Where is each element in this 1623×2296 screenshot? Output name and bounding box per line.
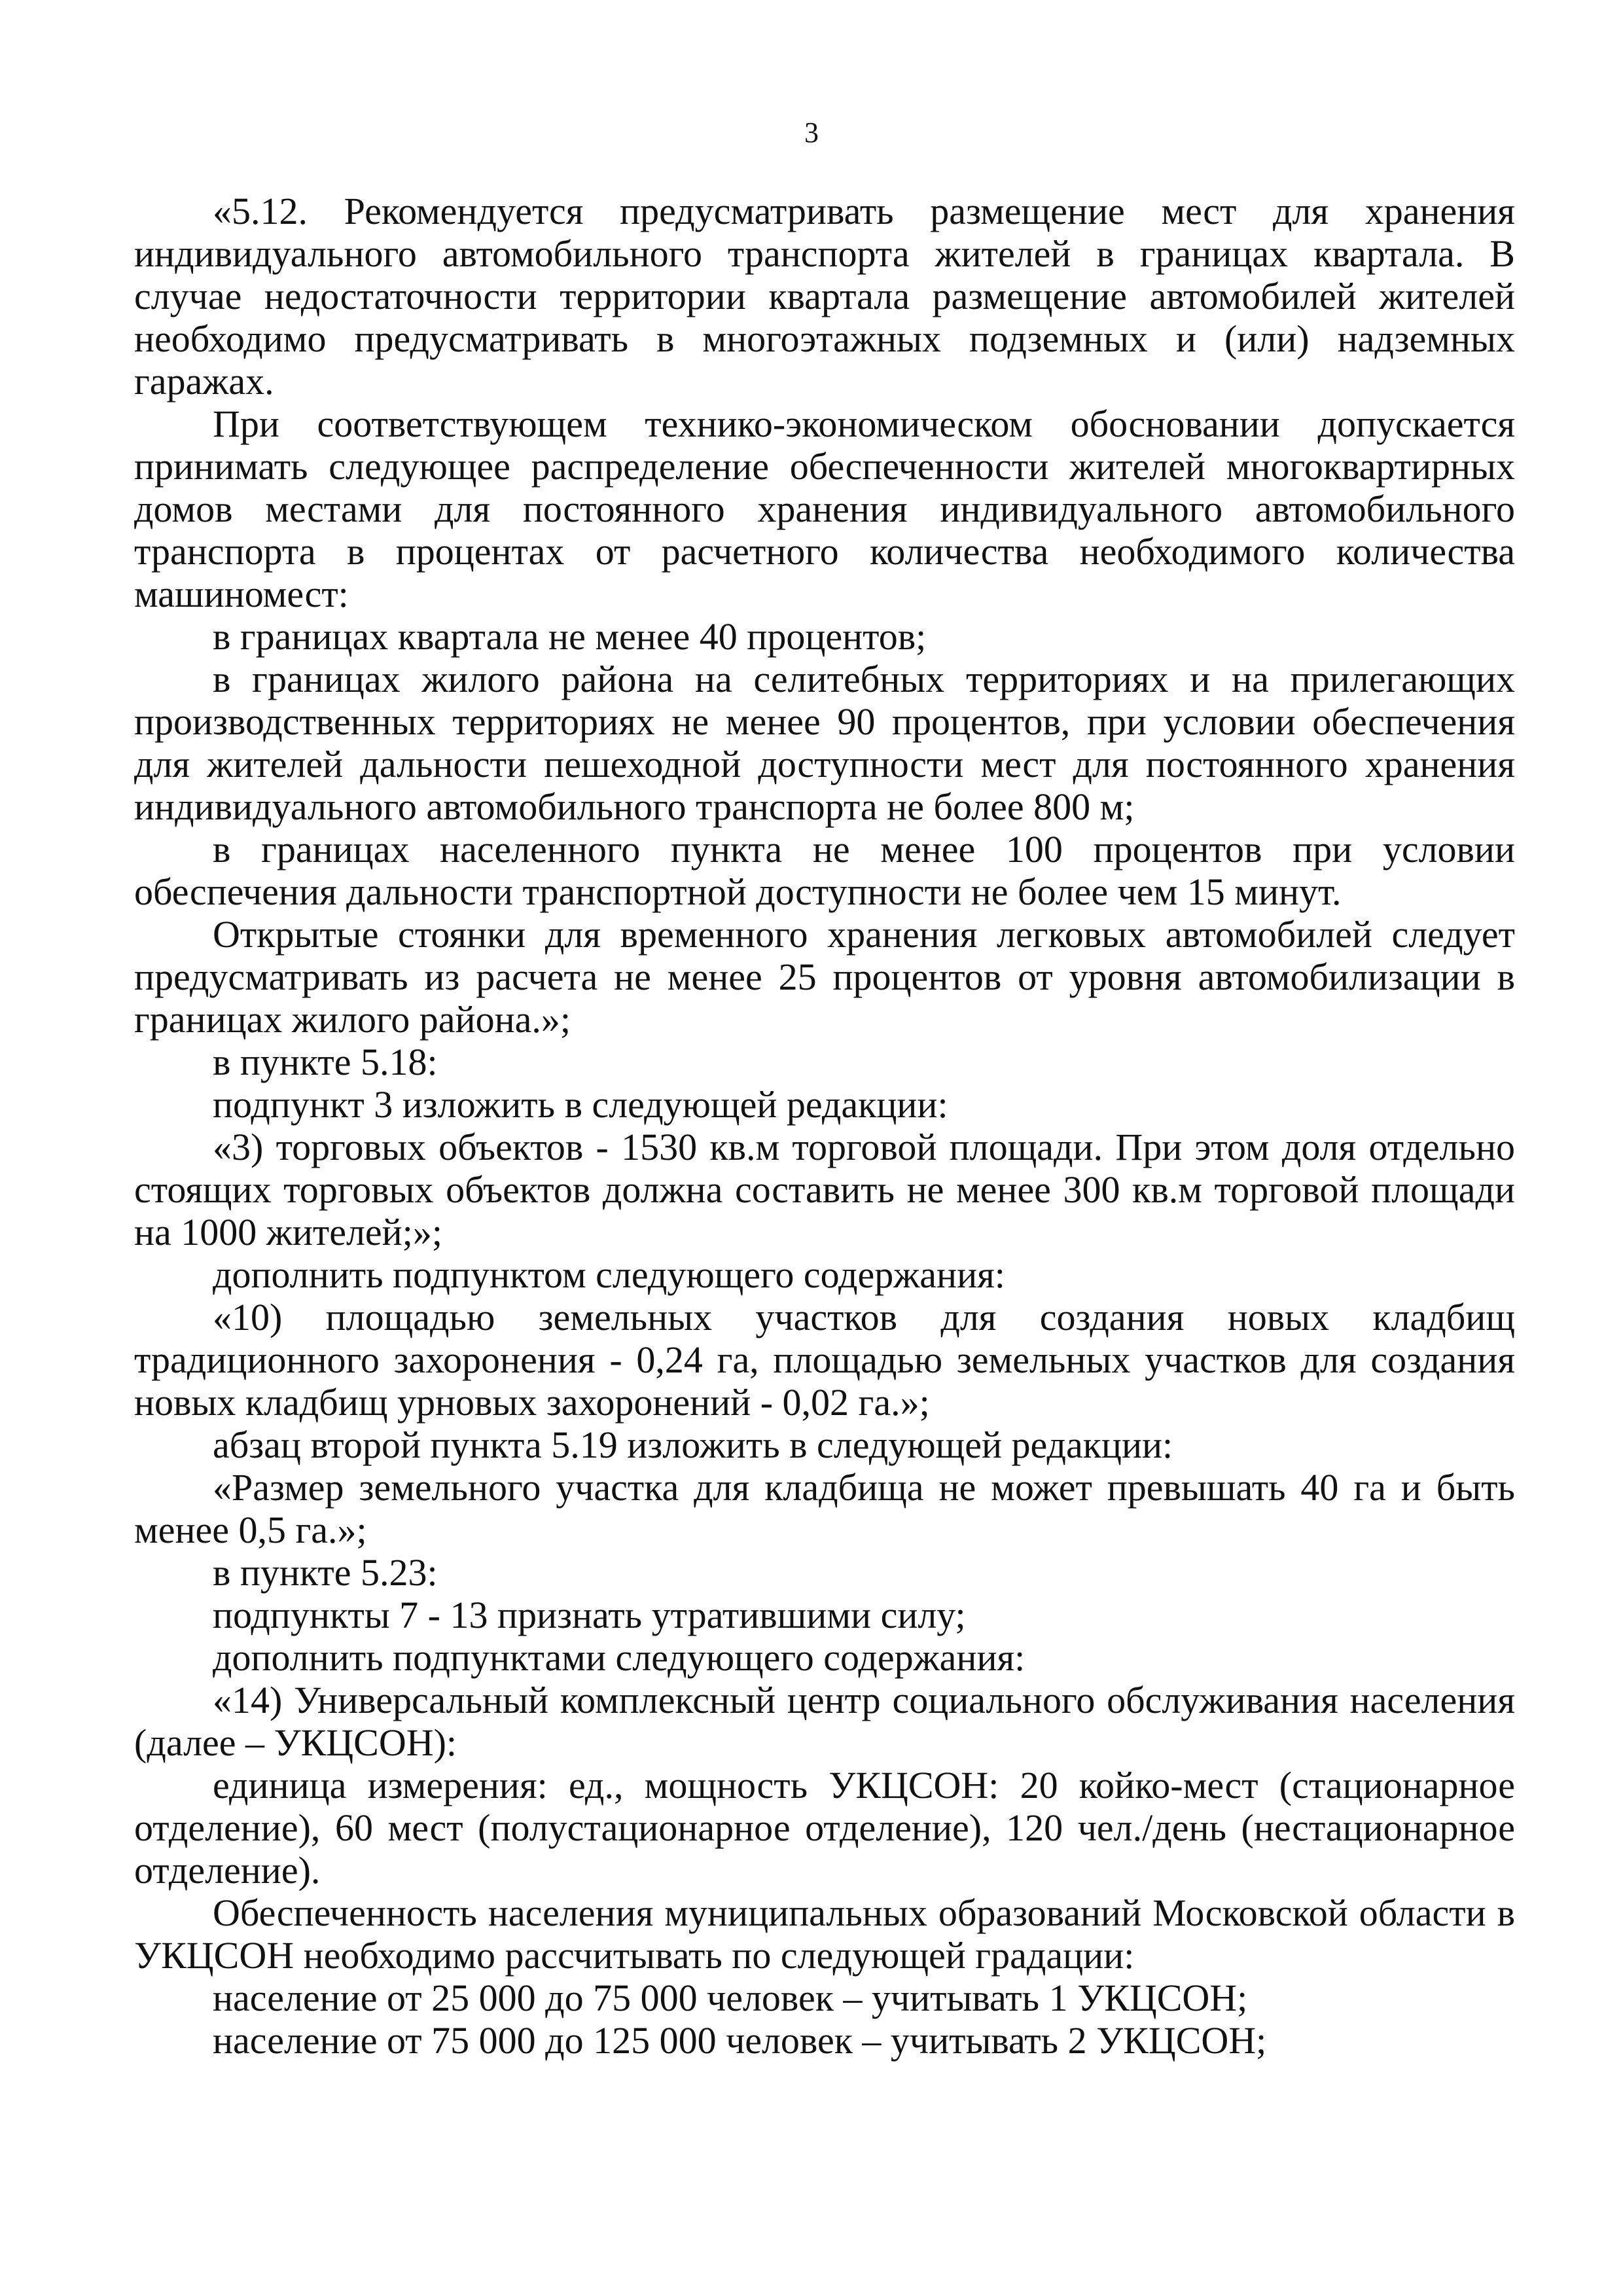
- paragraph-add-subitems: дополнить подпунктами следующего содержания:: [213, 1636, 1026, 1679]
- paragraph-cemetery-size: «Размер земельного участка для кладбища не может превышать 40 га и быть менее 0,5 га.»;: [134, 1466, 1515, 1551]
- paragraph-5-12: «5.12. Рекомендуется предусматривать размещение мест для хранения индивидуального автомобильного транспорта жителей в границах квартала. В случае недостаточности территории квартала размещение автомобилей жителей необходимо предусматривать в многоэтажных подземных и (или) надземных гаражах.: [134, 190, 1515, 403]
- paragraph-population-1: население от 25 000 до 75 000 человек – учитывать 1 УКЦСОН;: [213, 1977, 1248, 2019]
- page-number: 3: [804, 117, 819, 149]
- paragraph-justification: При соответствующем технико-экономическом обосновании допускается принимать следующее распределение обеспеченности жителей многоквартирных домов местами для постоянного хранения индивидуального автомобильного транспорта в процентах от расчетного количества необходимого количества машиномест:: [134, 403, 1515, 615]
- paragraph-population-2: население от 75 000 до 125 000 человек – учитывать 2 УКЦСОН;: [213, 2019, 1267, 2062]
- paragraph-subitem-10: «10) площадью земельных участков для создания новых кладбищ традиционного захоронения - 0,24 га, площадью земельных участков для создания новых кладбищ урновых захоронений - 0,02 га.»;: [134, 1296, 1515, 1424]
- paragraph-settlement-100: в границах населенного пункта не менее 100 процентов при условии обеспечения дальности транспортной доступности не более чем 15 минут.: [134, 828, 1515, 913]
- paragraph-open-parking: Открытые стоянки для временного хранения легковых автомобилей следует предусматривать из расчета не менее 25 процентов от уровня автомобилизации в границах жилого района.»;: [134, 913, 1515, 1041]
- paragraph-item-5-23: в пункте 5.23:: [213, 1551, 438, 1594]
- paragraph-subitem-14: «14) Универсальный комплексный центр социального обслуживания населения (далее – УКЦСОН):: [134, 1679, 1515, 1764]
- document-body: [134, 190, 1515, 2062]
- paragraph-ukcson-capacity: единица измерения: ед., мощность УКЦСОН: 20 койко-мест (стационарное отделение), 60 мест (полустационарное отделение), 120 чел./день (нестационарное отделение).: [134, 1764, 1515, 1892]
- paragraph-item-5-18: в пункте 5.18:: [213, 1041, 438, 1083]
- paragraph-add-subitem: дополнить подпунктом следующего содержания:: [213, 1253, 1005, 1296]
- paragraph-subitem-3-intro: подпункт 3 изложить в следующей редакции:: [213, 1083, 948, 1126]
- paragraph-district-90: в границах жилого района на селитебных территориях и на прилегающих производственных территориях не менее 90 процентов, при условии обеспечения для жителей дальности пешеходной доступности мест для постоянного хранения индивидуального автомобильного транспорта не более 800 м;: [134, 658, 1515, 828]
- paragraph-subitems-repealed: подпункты 7 - 13 признать утратившими силу;: [213, 1594, 966, 1636]
- paragraph-item-5-19-intro: абзац второй пункта 5.19 изложить в следующей редакции:: [213, 1424, 1173, 1466]
- paragraph-ukcson-provision: Обеспеченность населения муниципальных образований Московской области в УКЦСОН необходимо рассчитывать по следующей градации:: [134, 1892, 1515, 1977]
- paragraph-subitem-3: «3) торговых объектов - 1530 кв.м торговой площади. При этом доля отдельно стоящих торговых объектов должна составить не менее 300 кв.м торговой площади на 1000 жителей;»;: [134, 1126, 1515, 1253]
- paragraph-quarter-40: в границах квартала не менее 40 процентов;: [213, 615, 927, 658]
